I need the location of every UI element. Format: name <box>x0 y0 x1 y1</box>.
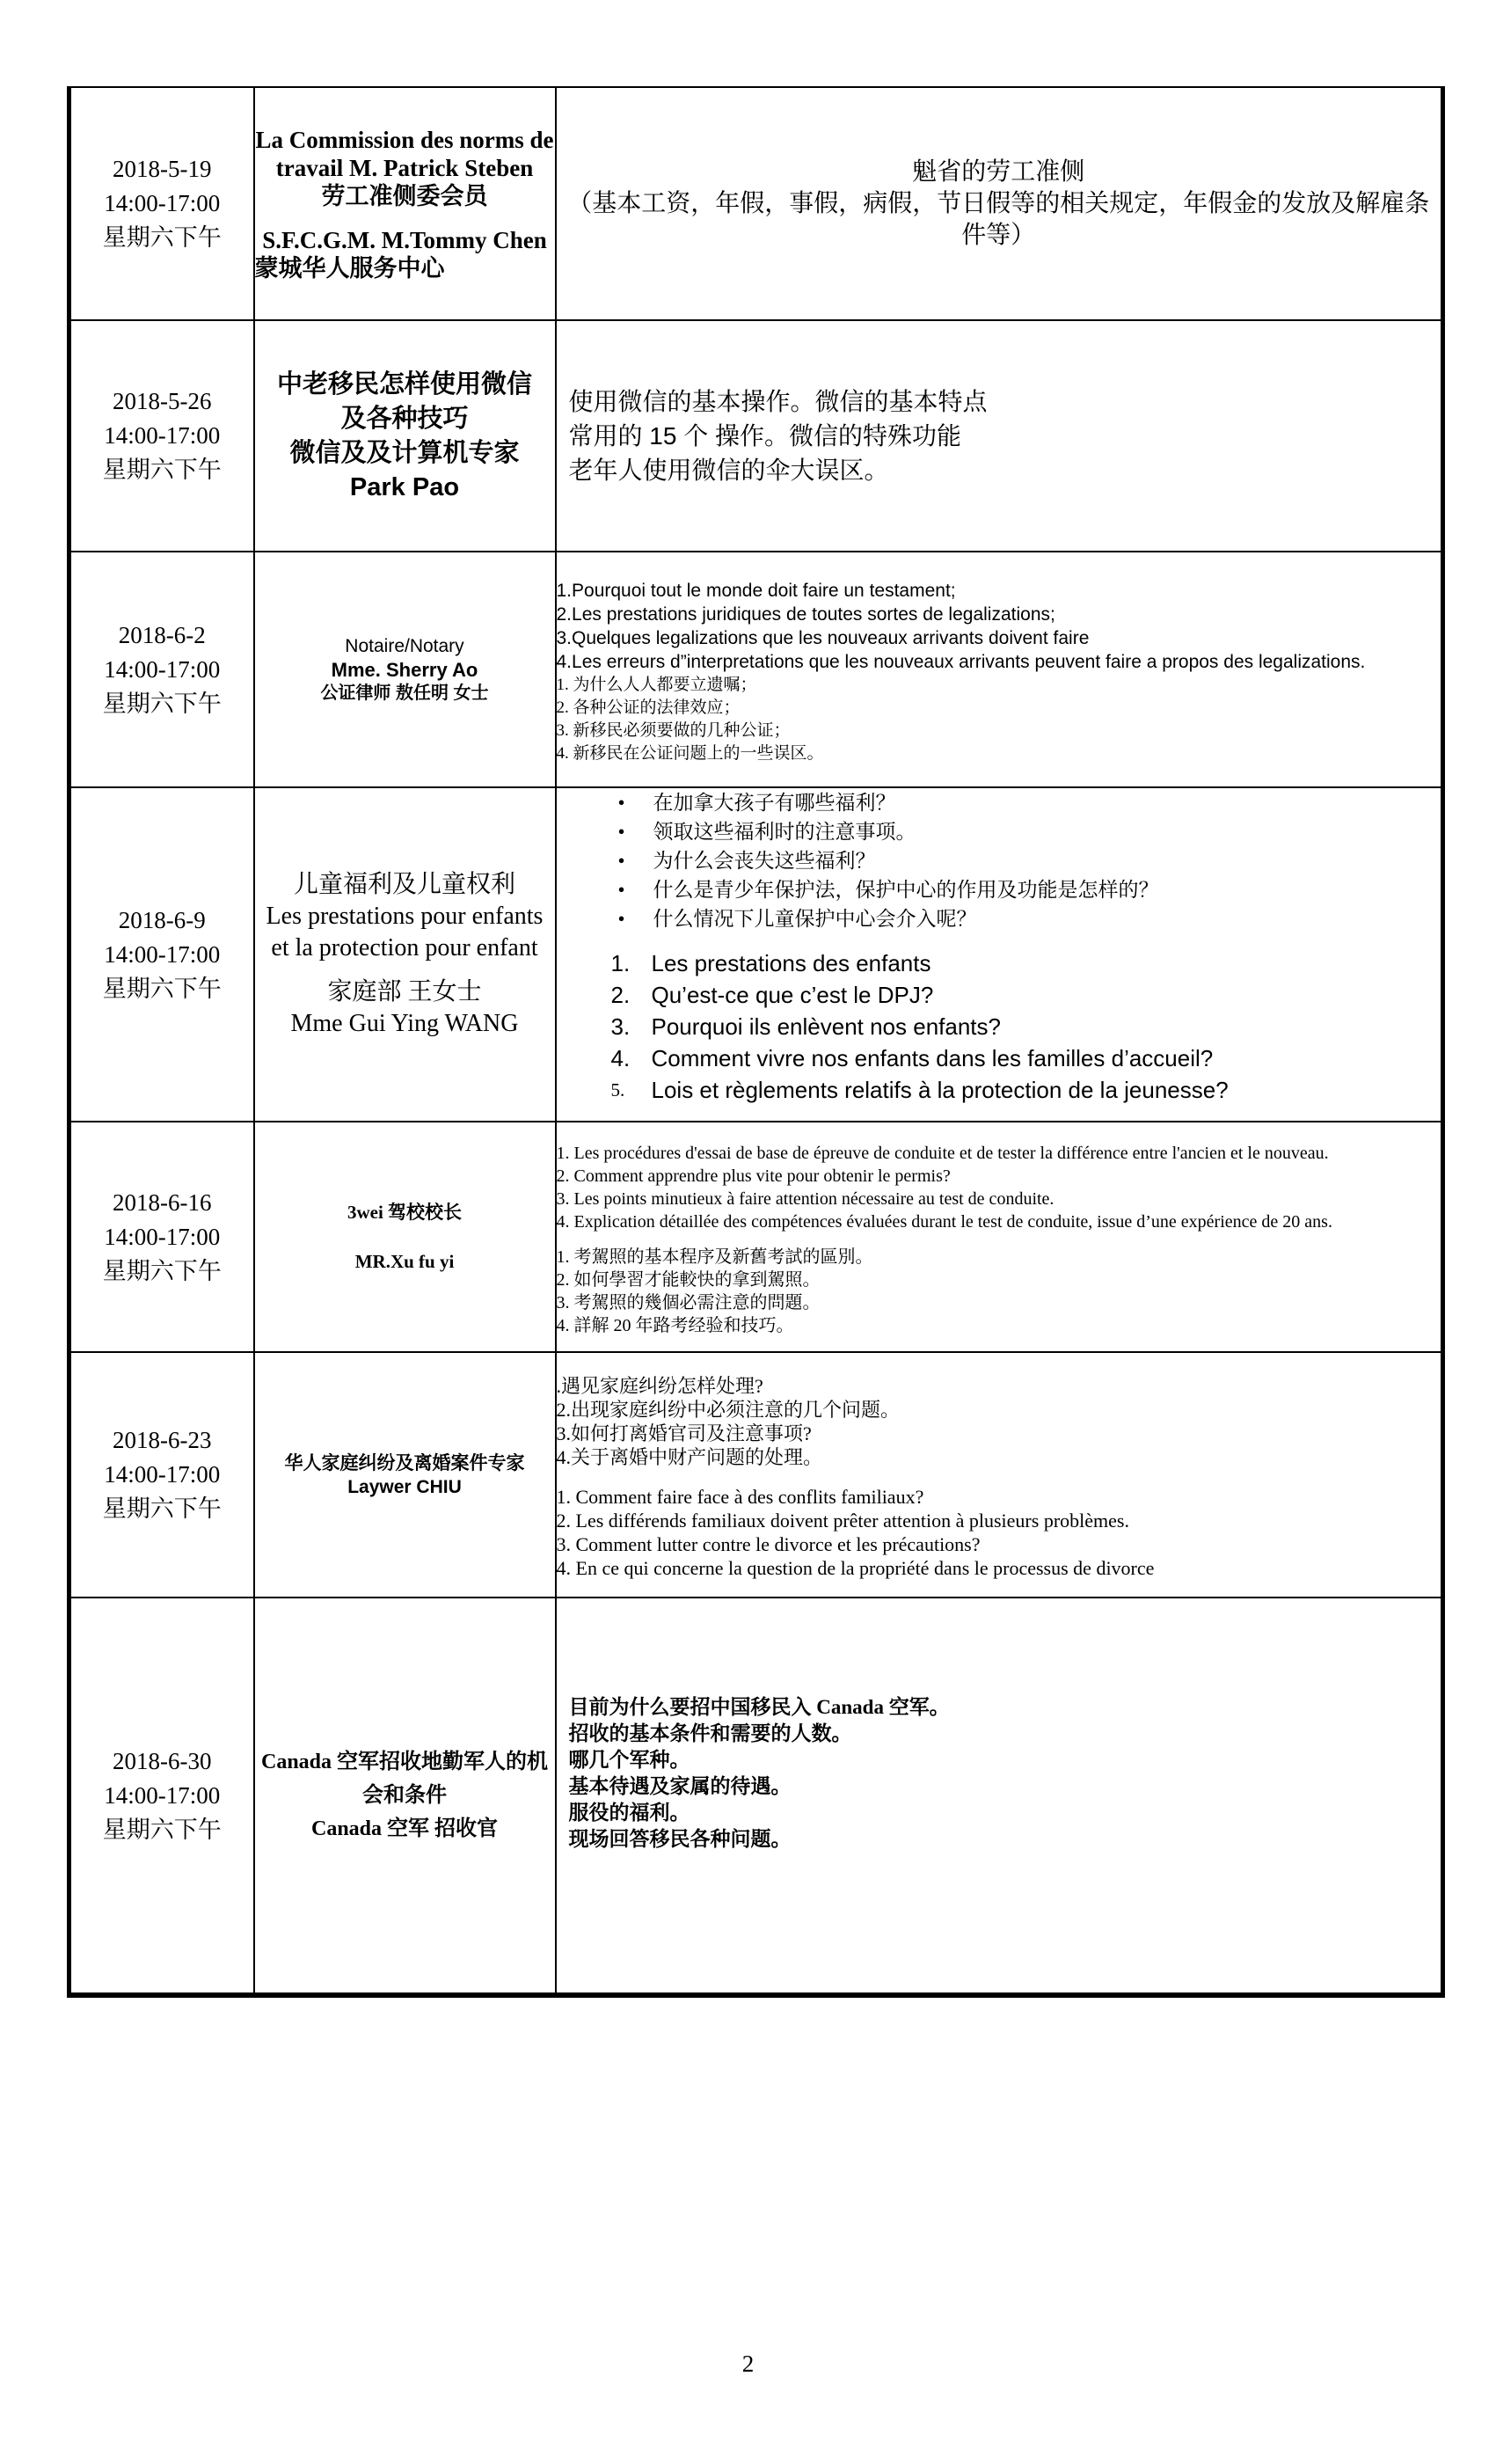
desc-line: 1. Comment faire face à des conflits familiaux? <box>556 1485 924 1508</box>
description-cell <box>556 320 1443 552</box>
desc-line: 常用的 15 个 操作。微信的特殊功能 <box>568 422 961 450</box>
description-cell <box>556 1598 1443 1995</box>
session-time: 14:00-17:00 <box>104 940 221 968</box>
desc-line: 3. 新移民必须要做的几种公证； <box>556 721 791 740</box>
table-row <box>69 87 1443 320</box>
schedule-table <box>67 86 1445 1998</box>
speaker-name-cn: 家庭部 王女士 <box>327 978 482 1005</box>
list-item: 1. Les prestations des enfants <box>610 950 931 976</box>
topic-title-cn: 儿童福利及儿童权利 <box>293 871 515 898</box>
session-date: 2018-5-26 <box>113 388 212 414</box>
session-day: 星期六下午 <box>102 1816 222 1843</box>
session-date: 2018-6-16 <box>113 1188 212 1216</box>
page-number: 2 <box>741 2351 755 2377</box>
speaker-role: Canada 空军 招收官 <box>310 1817 499 1840</box>
table-row <box>69 1352 1443 1598</box>
topic-title: Canada 空军招收地勤军人的机会和条件 <box>260 1751 549 1807</box>
speaker-name: S.F.C.G.M. M.Tommy Chen <box>262 226 547 253</box>
table-row <box>69 1122 1443 1352</box>
date-cell <box>69 552 254 787</box>
topic-title-fr: Les prestations pour enfants et la protection pour enfant <box>266 903 544 961</box>
desc-line: 1. Les procédures d'essai de base de épreuve de conduite et de tester la différence entre l'ancien et le nouveau. <box>556 1144 1329 1163</box>
session-day: 星期六下午 <box>102 975 222 1002</box>
speaker-cell <box>254 787 556 1122</box>
speaker-role: 微信及及计算机专家 <box>289 438 520 467</box>
date-cell <box>69 1352 254 1598</box>
bullet-icon: • <box>617 821 625 843</box>
session-day: 星期六下午 <box>102 1257 222 1284</box>
session-day: 星期六下午 <box>102 690 222 717</box>
list-item: 2. Qu’est-ce que c’est le DPJ? <box>610 982 934 1008</box>
desc-line: 4.Les erreurs d”interpretations que les nouveaux arrivants peuvent faire a propos des legalizations. <box>556 652 1366 672</box>
desc-line: 2. Comment apprendre plus vite pour obtenir le permis? <box>556 1166 951 1186</box>
speaker-name: Park Pao <box>349 472 460 501</box>
desc-line: 3.如何打离婚官司及注意事项? <box>556 1422 812 1444</box>
date-cell <box>69 1122 254 1352</box>
table-row <box>69 1598 1443 1995</box>
session-time: 14:00-17:00 <box>104 1461 221 1488</box>
speaker-role: 华人家庭纠纷及离婚案件专家 <box>284 1451 525 1473</box>
speaker-cell <box>254 1598 556 1995</box>
desc-line: 4. En ce qui concerne la question de la propriété dans le processus de divorce <box>556 1556 1155 1579</box>
speaker-role: 3wei 驾校校长 <box>347 1202 463 1223</box>
speaker-name: Mme. Sherry Ao <box>331 658 478 681</box>
session-day: 星期六下午 <box>102 457 222 483</box>
bullet-list <box>557 788 1441 933</box>
speaker-cell <box>254 320 556 552</box>
desc-line: 4. 詳解 20 年路考经验和技巧。 <box>556 1316 794 1335</box>
desc-line: 招收的基本条件和需要的人数。 <box>568 1722 852 1744</box>
desc-line: 3. Comment lutter contre le divorce et les précautions? <box>556 1532 981 1555</box>
desc-line: 现场回答移民各种问题。 <box>568 1828 792 1850</box>
topic-title: 中老移民怎样使用微信 <box>276 369 532 398</box>
table-row <box>69 787 1443 1122</box>
topic-detail: （基本工资，年假，事假，病假，节日假等的相关规定，年假金的发放及解雇条件等） <box>567 189 1430 249</box>
session-date: 2018-6-23 <box>113 1427 212 1453</box>
desc-line: 1.Pourquoi tout le monde doit faire un testament; <box>556 581 956 601</box>
desc-line: 3.Quelques legalizations que les nouveaux arrivants doivent faire <box>556 628 1090 648</box>
session-time: 14:00-17:00 <box>104 1781 221 1809</box>
table-row <box>69 552 1443 787</box>
bullet-icon: • <box>617 908 625 930</box>
speaker-org: La Commission des norms de travail M. Patrick Steben <box>255 126 554 181</box>
desc-line: 目前为什么要招中国移民入 Canada 空军。 <box>568 1696 950 1718</box>
speaker-name: MR.Xu fu yi <box>354 1251 455 1272</box>
desc-line: 2. 如何學習才能較快的拿到駕照。 <box>556 1270 821 1290</box>
session-date: 2018-6-9 <box>118 906 206 933</box>
description-cell <box>556 1352 1443 1598</box>
desc-line: 4. Explication détaillée des compétences évaluées durant le test de conduite, issue d’une expérience de 20 ans. <box>556 1212 1332 1232</box>
speaker-title: Notaire/Notary <box>345 635 464 656</box>
speaker-role: 劳工准侧委会员 <box>321 182 488 209</box>
date-cell <box>69 1598 254 1995</box>
list-item: • 什么情况下儿童保护中心会介入呢？ <box>557 904 1441 933</box>
date-cell <box>69 87 254 320</box>
desc-line: 1. 考駕照的基本程序及新舊考試的區別。 <box>556 1247 873 1267</box>
speaker-org-cn: 蒙城华人服务中心 <box>254 254 445 281</box>
list-item: • 什么是青少年保护法，保护中心的作用及功能是怎样的？ <box>557 875 1441 904</box>
description-cell <box>556 787 1443 1122</box>
desc-line: 4. 新移民在公证问题上的一些误区。 <box>556 744 824 763</box>
topic-subtitle: 及各种技巧 <box>340 404 469 433</box>
description-cell <box>556 552 1443 787</box>
speaker-cell <box>254 1122 556 1352</box>
desc-line: 服役的福利。 <box>568 1802 690 1824</box>
speaker-name-cn: 公证律师 敖任明 女士 <box>320 683 489 703</box>
bullet-icon: • <box>617 879 625 901</box>
session-date: 2018-6-2 <box>118 621 206 648</box>
desc-line: 2. 各种公证的法律效应； <box>556 698 741 717</box>
speaker-cell <box>254 1352 556 1598</box>
list-item: • 领取这些福利时的注意事项。 <box>557 817 1441 846</box>
desc-line: 2.出现家庭纠纷中必须注意的几个问题。 <box>556 1398 901 1421</box>
bullet-icon: • <box>617 850 625 872</box>
desc-line: 老年人使用微信的伞大误区。 <box>568 457 889 484</box>
desc-line: 哪几个军种。 <box>568 1749 690 1771</box>
desc-line: 基本待遇及家属的待遇。 <box>568 1775 792 1797</box>
list-item: • 在加拿大孩子有哪些福利？ <box>557 788 1441 817</box>
session-day: 星期六下午 <box>102 224 222 251</box>
speaker-name: Mme Gui Ying WANG <box>290 1010 519 1037</box>
session-date: 2018-6-30 <box>113 1747 212 1774</box>
list-item: 5. Lois et règlements relatifs à la protection de la jeunesse? <box>610 1077 1229 1103</box>
session-time: 14:00-17:00 <box>104 422 221 449</box>
desc-line: 2.Les prestations juridiques de toutes sortes de legalizations; <box>556 604 1055 625</box>
desc-line: 使用微信的基本操作。微信的基本特点 <box>568 388 988 415</box>
speaker-name: Laywer CHIU <box>347 1476 462 1497</box>
date-cell <box>69 320 254 552</box>
bullet-icon: • <box>617 792 625 814</box>
session-time: 14:00-17:00 <box>104 655 221 683</box>
speaker-cell <box>254 87 556 320</box>
desc-line: .遇见家庭纠纷怎样处理? <box>556 1374 763 1397</box>
list-item: 4. Comment vivre nos enfants dans les familles d’accueil? <box>610 1045 1214 1071</box>
date-cell <box>69 787 254 1122</box>
desc-line: 1. 为什么人人都要立遗嘱； <box>556 676 757 694</box>
topic-title: 魁省的劳工准侧 <box>912 157 1085 186</box>
desc-line: 3. 考駕照的幾個必需注意的問題。 <box>556 1293 821 1312</box>
description-cell <box>556 87 1443 320</box>
desc-line: 2. Les différends familiaux doivent prêter attention à plusieurs problèmes. <box>556 1509 1129 1532</box>
table-row <box>69 320 1443 552</box>
session-time: 14:00-17:00 <box>104 1223 221 1250</box>
session-time: 14:00-17:00 <box>104 190 221 216</box>
session-day: 星期六下午 <box>102 1495 222 1522</box>
list-item: • 为什么会丧失这些福利？ <box>557 846 1441 875</box>
session-date: 2018-5-19 <box>113 156 212 182</box>
desc-line: 4.关于离婚中财产问题的处理。 <box>556 1445 823 1468</box>
numbered-list <box>557 947 1441 1106</box>
desc-line: 3. Les points minutieux à faire attention nécessaire au test de conduite. <box>556 1189 1054 1209</box>
list-item: 3. Pourquoi ils enlèvent nos enfants? <box>610 1013 1001 1040</box>
description-cell <box>556 1122 1443 1352</box>
speaker-cell <box>254 552 556 787</box>
